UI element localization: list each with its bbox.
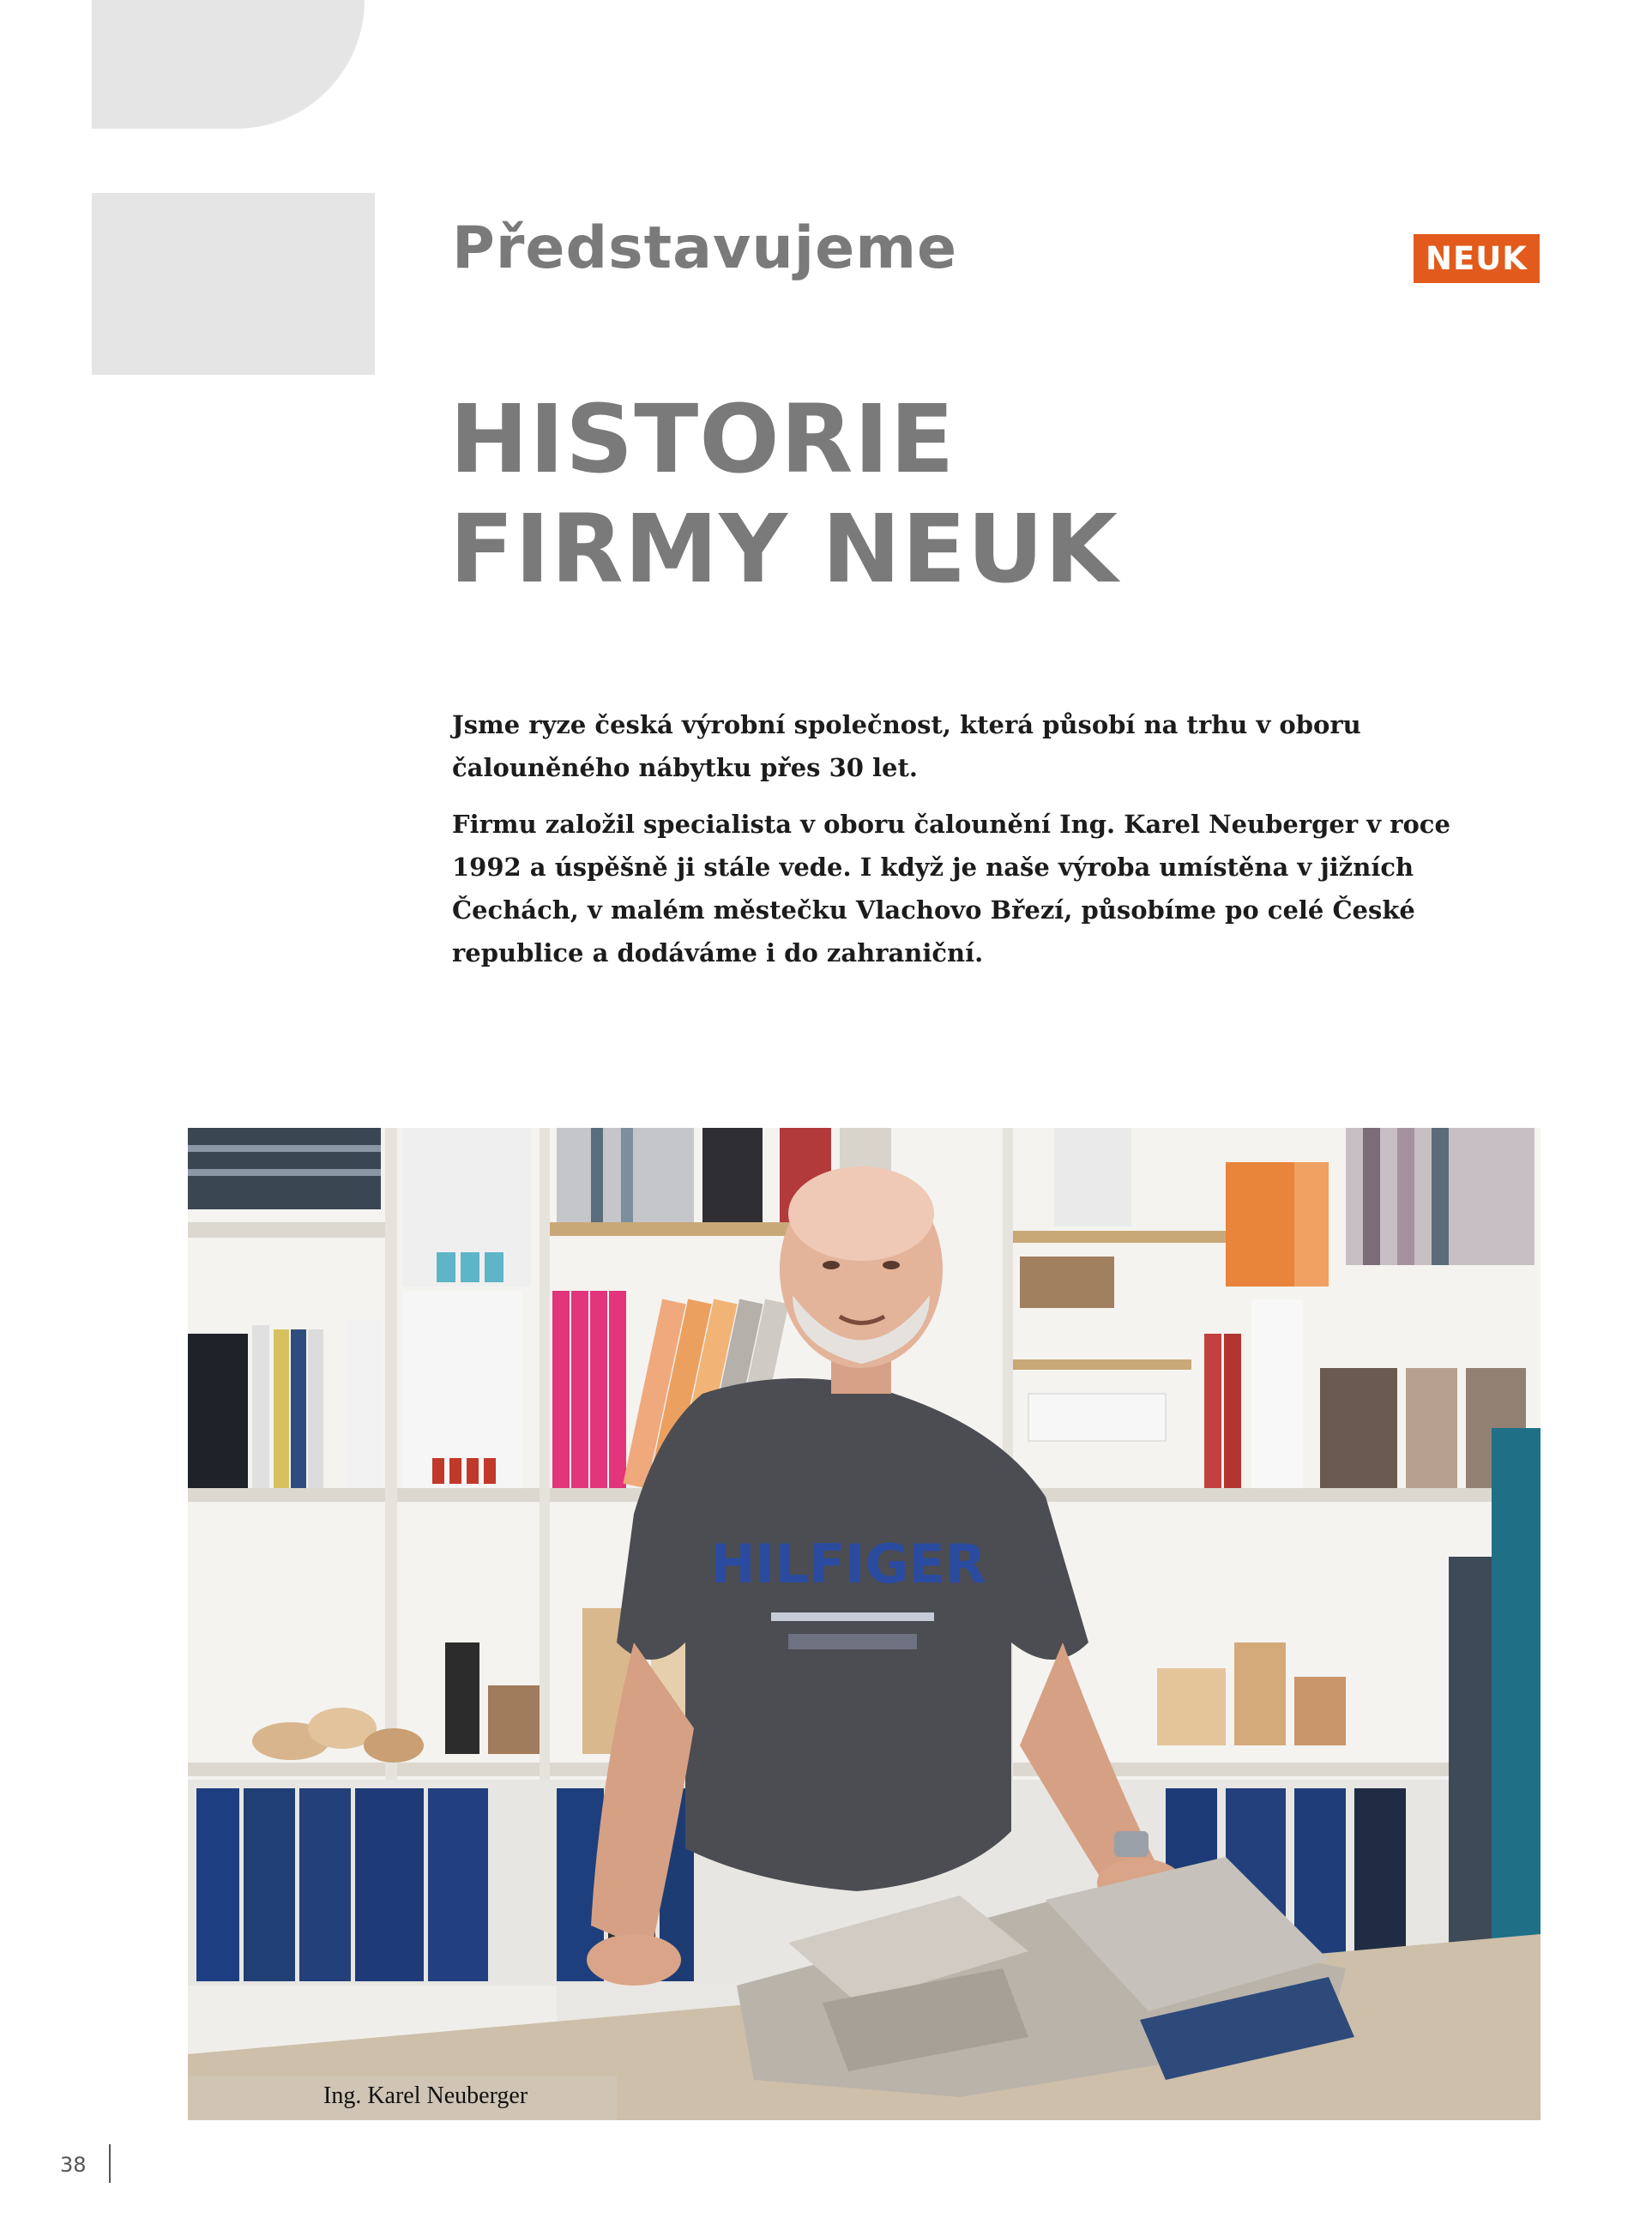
photo-illustration: [188, 1128, 1540, 2120]
intro-paragraph-1: Jsme ryze česká výrobní společnost, která působí na trhu v oboru čalouněného nábytku přes 30 let.: [452, 710, 1361, 782]
page-number-divider: [109, 2144, 111, 2183]
intro-text: [452, 703, 1524, 988]
section-label: Představujeme: [452, 214, 958, 282]
decorative-letter-shape-bottom: [92, 193, 375, 375]
shirt-print: HILFIGER: [710, 1533, 986, 1595]
title-line-1: HISTORIE: [449, 384, 956, 494]
title-line-2: FIRMY NEUK: [449, 494, 1118, 604]
page-number: 38: [60, 2153, 87, 2177]
founder-photo: [188, 1128, 1540, 2120]
decorative-letter-shape-top: [92, 0, 365, 129]
photo-caption: Ing. Karel Neuberger: [323, 2082, 528, 2109]
intro-paragraph-2: Firmu založil specialista v oboru čalounění Ing. Karel Neuberger v roce 1992 a úspěšně ji stále vede. I když je naše výroba umístěna v jižních Čechách, v malém městečku Vlachovo Březí, působíme po celé České republice a dodáváme i do zahraniční.: [452, 810, 1450, 967]
page-title: [449, 384, 1118, 604]
brand-badge: NEUK: [1414, 234, 1540, 283]
